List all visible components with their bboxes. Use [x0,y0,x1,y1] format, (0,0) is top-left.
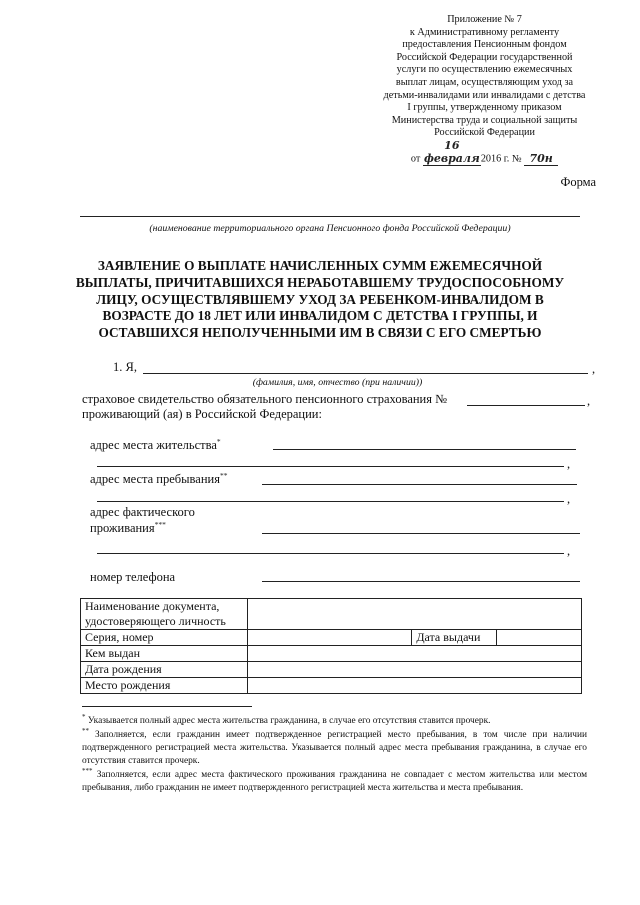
stay-label [90,471,227,487]
series-number-cell[interactable] [247,630,412,646]
footnote-mark: * [82,713,86,721]
appendix-line: Министерства труда и социальной защиты [391,114,578,126]
appendix-line: Российской Федерации [434,127,535,139]
actual-field-line-2[interactable] [97,553,564,554]
comma: , [587,394,591,408]
comma: , [592,362,596,376]
table-row [81,630,582,646]
stay-field[interactable] [262,484,577,485]
form-label: Форма [560,175,596,189]
order-date-handwritten: 16 февраля [423,138,480,165]
title-line: ВОЗРАСТЕ ДО 18 ЛЕТ ИЛИ ИНВАЛИДОМ С ДЕТСТВА I ГРУППЫ, И [102,308,538,324]
footnote-mark: ** [82,727,89,735]
snils-field[interactable] [467,405,585,406]
appendix-line: детьми-инвалидами или инвалидами с детства [383,89,586,101]
footnote-text: Заполняется, если гражданин имеет подтвержденное регистрацией место пребывания, в том числе при наличии подтвержденного регистрацией места жительства. Указывается полный адрес места пребывания гражданина, в случае его отсутствия ставится прочерк. [82,730,587,767]
territorial-body-field[interactable] [80,216,580,217]
footnote-text: Заполняется, если адрес места фактического проживания гражданина не совпадает с местом жительства или местом пребывания, либо гражданин не имеет подтвержденного регистрацией места жительства и места пребывания. [82,770,588,794]
identity-document-table [80,598,582,694]
birth-place-label: Место рождения [81,678,248,694]
appendix-header [372,14,597,166]
table-row [81,646,582,662]
table-row [81,662,582,678]
doc-name-cell[interactable] [247,599,581,630]
resident-label: проживающий (ая) в Российской Федерации: [82,407,322,421]
series-number-label: Серия, номер [81,630,248,646]
applicant-prefix: 1. Я, [113,360,137,374]
applicant-name-field[interactable] [143,373,588,374]
footnote-divider [82,706,252,707]
appendix-line: выплат лицам, осуществляющим уход за [395,76,574,88]
footnote-mark: * [216,437,221,446]
phone-label: номер телефона [90,570,176,584]
order-year: 2016 г. № [480,153,522,165]
footnote-3 [82,765,587,795]
footnote-mark: *** [82,767,93,775]
comma: , [567,492,571,506]
appendix-line: Приложение № 7 [447,14,522,25]
residence-field[interactable] [273,449,576,450]
appendix-line: Российской Федерации государственной [396,51,573,63]
footnote-mark: ** [219,471,228,480]
footnote-mark: *** [154,520,166,529]
snils-label: страховое свидетельство обязательного пенсионного страхования № [82,392,448,406]
comma: , [567,457,571,471]
applicant-name-caption: (фамилия, имя, отчество (при наличии)) [252,377,423,388]
birth-date-label: Дата рождения [81,662,248,678]
phone-field[interactable] [262,581,580,582]
actual-field[interactable] [262,533,580,534]
territorial-body-caption: (наименование территориального органа Пенсионного фонда Российской Федерации) [149,223,511,234]
title-line: ВЫПЛАТЫ, ПРИЧИТАВШИХСЯ НЕРАБОТАВШЕМУ ТРУДОСПОСОБНОМУ [75,274,565,290]
stay-field-line-2[interactable] [97,501,564,502]
appendix-line: предоставления Пенсионным фондом [402,39,567,51]
application-title [70,258,570,342]
actual-label-text: проживания [90,521,155,536]
appendix-line: I группы, утвержденному приказом [407,102,562,114]
doc-name-label-2: удостоверяющего личность [81,614,248,630]
birth-date-cell[interactable] [247,662,581,678]
table-row [81,599,582,615]
residence-label [90,437,221,453]
title-line: ОСТАВШИХСЯ НЕПОЛУЧЕННЫМИ ИМ В СВЯЗИ С ЕГО СМЕРТЬЮ [98,325,542,341]
stay-label-text: адрес места пребывания [90,472,220,487]
footnote-text: Указывается полный адрес места жительства гражданина, в случае его отсутствия ставится прочерк. [87,716,491,727]
title-line: ЗАЯВЛЕНИЕ О ВЫПЛАТЕ НАЧИСЛЕННЫХ СУММ ЕЖЕМЕСЯЧНОЙ [97,258,543,273]
comma: , [567,544,571,558]
issue-date-label: Дата выдачи [412,630,497,646]
title-line: ЛИЦУ, ОСУЩЕСТВЛЯВШЕМУ УХОД ЗА РЕБЕНКОМ-ИНВАЛИДОМ В [96,291,544,307]
issued-by-label: Кем выдан [81,646,248,662]
residence-label-text: адрес места жительства [90,438,217,453]
residence-field-line-2[interactable] [97,466,564,467]
issue-date-cell[interactable] [497,630,582,646]
footnote-2 [82,725,587,768]
birth-place-cell[interactable] [247,678,581,694]
doc-name-label: Наименование документа, [81,599,248,615]
issued-by-cell[interactable] [247,646,581,662]
actual-label-2 [90,520,166,536]
order-prefix: от [410,153,421,165]
appendix-line: услуги по осуществлению ежемесячных [396,64,573,76]
actual-label-1: адрес фактического [90,505,195,519]
appendix-line: к Административному регламенту [409,26,560,38]
order-number-handwritten: 70н [524,153,558,167]
table-row [81,678,582,694]
order-reference [372,140,597,166]
